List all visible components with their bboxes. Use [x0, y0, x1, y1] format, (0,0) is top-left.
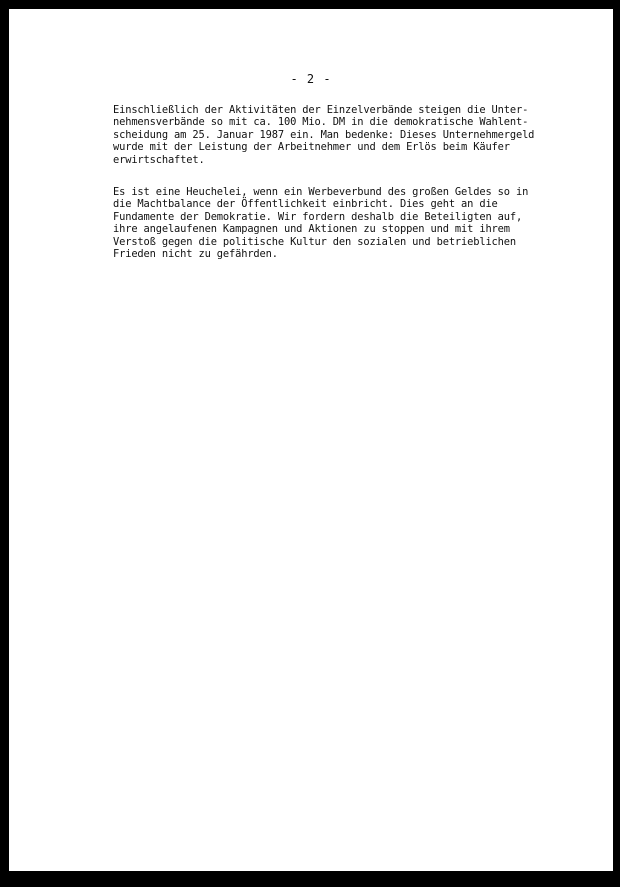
- page-number: - 2 -: [290, 72, 332, 86]
- document-body: [113, 104, 553, 280]
- text-line: die Machtbalance der Öffentlichkeit einbricht. Dies geht an die: [113, 198, 498, 211]
- text-line: ihre angelaufenen Kampagnen und Aktionen zu stoppen und mit ihrem: [113, 223, 510, 236]
- text-line: Es ist eine Heuchelei, wenn ein Werbeverbund des großen Geldes so in: [113, 186, 529, 199]
- text-line: Frieden nicht zu gefährden.: [113, 248, 278, 261]
- text-line: erwirtschaftet.: [113, 153, 205, 166]
- text-line: wurde mit der Leistung der Arbeitnehmer und dem Erlös beim Käufer: [113, 141, 510, 154]
- text-line: Verstoß gegen die politische Kultur den sozialen und betrieblichen: [113, 235, 516, 248]
- document-page: [9, 9, 613, 871]
- text-line: Fundamente der Demokratie. Wir fordern deshalb die Beteiligten auf,: [113, 210, 523, 223]
- paragraph-2: [113, 186, 553, 260]
- text-line: scheidung am 25. Januar 1987 ein. Man bedenke: Dieses Unternehmergeld: [113, 128, 535, 141]
- text-line: Einschließlich der Aktivitäten der Einzelverbände steigen die Unter-: [113, 104, 529, 116]
- text-line: nehmensverbände so mit ca. 100 Mio. DM in die demokratische Wahlent-: [113, 116, 529, 129]
- paragraph-1: [113, 104, 553, 166]
